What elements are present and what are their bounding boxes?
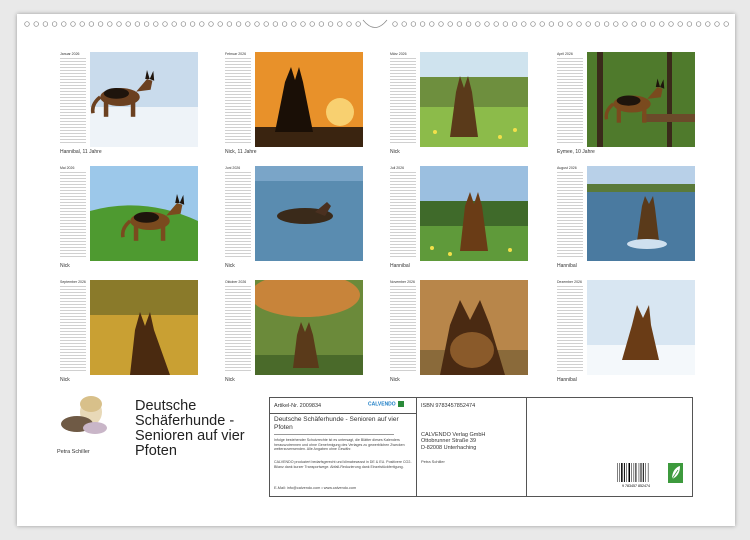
month-name: April 2026 xyxy=(557,52,573,56)
dog-photo xyxy=(420,52,528,147)
dog-photo xyxy=(587,166,695,261)
dog-photo xyxy=(587,52,695,147)
photo-caption: Nick, 11 Jahre xyxy=(225,149,257,155)
legal-text: Infolge bestehender Schutzrechte ist es untersagt, die Blätter dieses Kalenders herauszutrennen und ohne Genehmigung des Verlages zu gewerblichen Zwecken weiterzuverwenden. Alle Angaben ohne Gewähr. xyxy=(274,438,405,451)
calendar-sheet xyxy=(17,14,735,526)
date-list xyxy=(225,286,251,372)
publisher-author: Petra Schiller xyxy=(421,459,445,464)
dog-photo xyxy=(90,52,198,147)
month-page xyxy=(225,52,360,164)
month-page xyxy=(390,166,525,278)
dog-photo xyxy=(255,166,363,261)
month-page xyxy=(60,166,195,278)
date-list xyxy=(557,58,583,144)
barcode-number: 9 783457 852474 xyxy=(622,484,650,488)
month-name: März 2026 xyxy=(390,52,407,56)
dog-photo xyxy=(587,280,695,375)
date-list xyxy=(557,286,583,372)
calendar-title: Deutsche Schäferhunde - Senioren auf vier Pfoten xyxy=(135,398,245,459)
month-name: Februar 2026 xyxy=(225,52,247,56)
photo-caption: Hannibal, 11 Jahre xyxy=(60,149,102,155)
month-page xyxy=(557,166,692,278)
article-number: Artikel-Nr. 2009834 xyxy=(274,403,322,409)
date-list xyxy=(60,58,86,144)
eco-leaf-icon xyxy=(668,463,683,483)
contact-line: E-Mail: info@calvendo.com • www.calvendo.com xyxy=(274,486,357,490)
photo-caption: Nick xyxy=(225,263,235,269)
photo-caption: Nick xyxy=(390,377,400,383)
author-photo xyxy=(57,394,109,434)
month-name: November 2026 xyxy=(390,280,415,284)
binding-rings xyxy=(17,19,735,31)
photo-caption: Nick xyxy=(60,263,70,269)
date-list xyxy=(390,58,416,144)
month-name: Oktober 2026 xyxy=(225,280,247,284)
eco-text: CALVENDO produziert bedarfsgerecht und klimabewusst in DE & EU. Positivere CO2-Bilanz dank kurzer Transportwege. Abfall-Reduzierung dank Einzelstückfertigung. xyxy=(274,460,412,469)
isbn: ISBN 9783457852474 xyxy=(421,403,476,409)
info-column-publisher xyxy=(417,398,527,496)
info-box xyxy=(269,397,693,497)
date-list xyxy=(60,172,86,258)
photo-caption: Hannibal xyxy=(390,263,410,269)
publisher-address: CALVENDO Verlag GmbH Ottobrunner Straße 39 D-82008 Unterhaching xyxy=(421,432,486,451)
photo-caption: Nick xyxy=(390,149,400,155)
dog-photo xyxy=(420,166,528,261)
month-page xyxy=(225,280,360,392)
month-name: Dezember 2026 xyxy=(557,280,582,284)
month-page xyxy=(390,52,525,164)
photo-caption: Eymee, 10 Jahre xyxy=(557,149,595,155)
photo-caption: Nick xyxy=(225,377,235,383)
dog-photo xyxy=(90,280,198,375)
barcode-icon xyxy=(615,462,657,488)
date-list xyxy=(390,172,416,258)
author-name: Petra Schiller xyxy=(57,449,90,455)
month-page xyxy=(557,52,692,164)
month-name: Mai 2026 xyxy=(60,166,75,170)
photo-caption: Nick xyxy=(60,377,70,383)
photo-caption: Hannibal xyxy=(557,263,577,269)
date-list xyxy=(390,286,416,372)
month-name: Juli 2026 xyxy=(390,166,405,170)
dog-photo xyxy=(90,166,198,261)
month-page xyxy=(60,52,195,164)
month-name: Juni 2026 xyxy=(225,166,241,170)
photo-caption: Hannibal xyxy=(557,377,577,383)
month-page xyxy=(557,280,692,392)
month-name: August 2026 xyxy=(557,166,577,170)
date-list xyxy=(60,286,86,372)
dog-photo xyxy=(255,52,363,147)
month-name: September 2026 xyxy=(60,280,86,284)
date-list xyxy=(557,172,583,258)
info-column-product xyxy=(270,398,417,496)
date-list xyxy=(225,58,251,144)
month-page xyxy=(60,280,195,392)
date-list xyxy=(225,172,251,258)
calvendo-logo: CALVENDO xyxy=(368,401,404,407)
dog-photo xyxy=(420,280,528,375)
info-column-barcode xyxy=(527,398,692,496)
dog-photo xyxy=(255,280,363,375)
product-title: Deutsche Schäferhunde - Senioren auf vier Pfoten xyxy=(274,416,399,431)
month-name: Januar 2026 xyxy=(60,52,80,56)
month-page xyxy=(225,166,360,278)
month-page xyxy=(390,280,525,392)
